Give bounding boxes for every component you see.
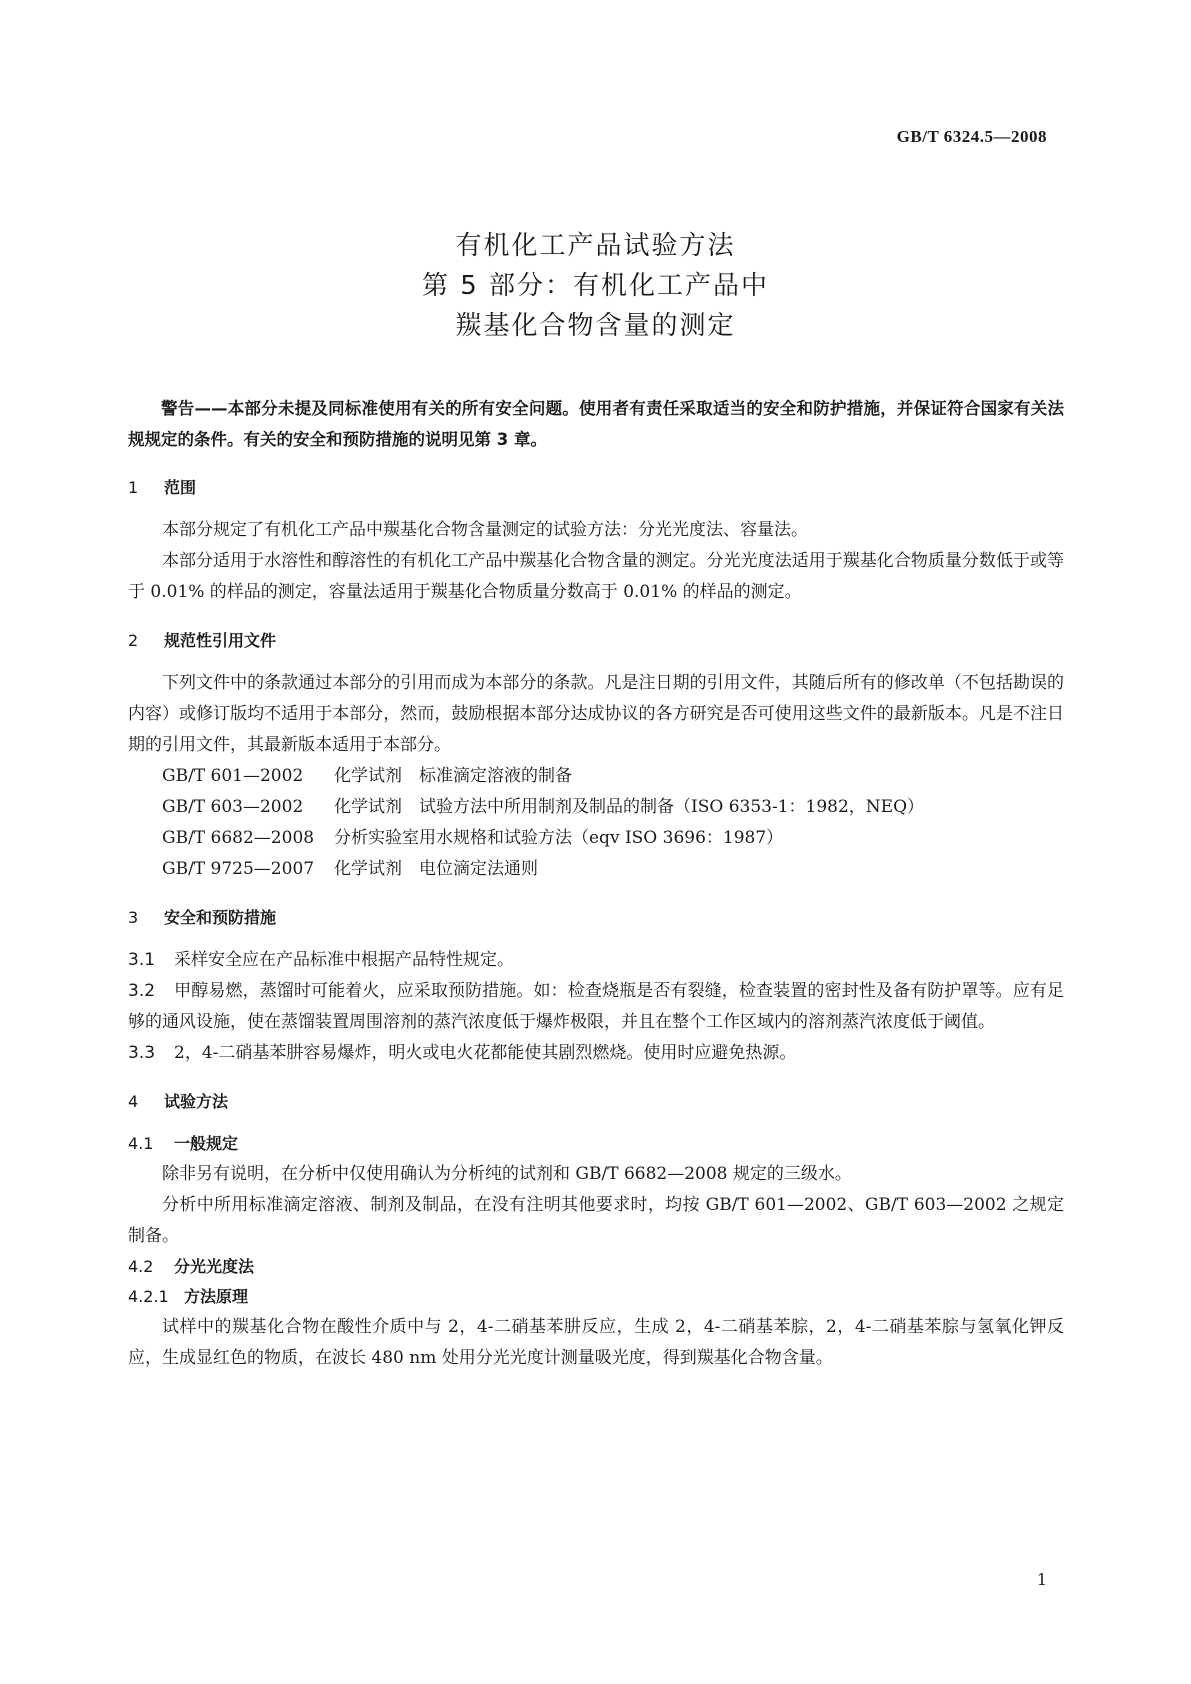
title-line-2: 第 5 部分：有机化工产品中 xyxy=(421,271,770,301)
reference-title: 化学试剂 标准滴定溶液的制备 xyxy=(334,766,572,786)
section-number: 4 xyxy=(128,1092,139,1111)
document-body xyxy=(128,393,1064,1374)
subsection-4-2-1-heading xyxy=(128,1282,1064,1312)
clause-number: 3.2 xyxy=(128,981,156,1001)
clause-text: 采样安全应在产品标准中根据产品特性规定。 xyxy=(174,950,514,970)
paragraph: 本部分适用于水溶性和醇溶性的有机化工产品中羰基化合物含量的测定。分光光度法适用于羰基化合物质量分数低于或等于 0.01% 的样品的测定，容量法适用于羰基化合物质量分数高于 0.01% 的样品的测定。 xyxy=(128,551,1064,602)
clause-number: 3.1 xyxy=(128,950,156,970)
reference-code: GB/T 601—2002 xyxy=(162,766,304,786)
warning-paragraph: 警告——本部分未提及同标准使用有关的所有安全问题。使用者有责任采取适当的安全和防护措施，并保证符合国家有关法规规定的条件。有关的安全和预防措施的说明见第 3 章。 xyxy=(128,399,1064,449)
subsection-number: 4.2 xyxy=(128,1257,154,1276)
subsection-number: 4.1 xyxy=(128,1134,154,1153)
paragraph: 下列文件中的条款通过本部分的引用而成为本部分的条款。凡是注日期的引用文件，其随后所有的修改单（不包括勘误的内容）或修订版均不适用于本部分，然而，鼓励根据本部分达成协议的各方研究是否可使用这些文件的最新版本。凡是不注日期的引用文件，其最新版本适用于本部分。 xyxy=(128,673,1064,755)
document-title xyxy=(0,226,1191,346)
subsection-number: 4.2.1 xyxy=(128,1287,169,1306)
title-line-1: 有机化工产品试验方法 xyxy=(455,231,736,261)
section-1-heading xyxy=(128,475,1064,501)
subsection-title: 一般规定 xyxy=(174,1134,239,1153)
paragraph: 除非另有说明，在分析中仅使用确认为分析纯的试剂和 GB/T 6682—2008 规定的三级水。 xyxy=(162,1164,852,1184)
paragraph: 本部分规定了有机化工产品中羰基化合物含量测定的试验方法：分光光度法、容量法。 xyxy=(162,520,808,540)
section-number: 3 xyxy=(128,908,139,927)
clause-3-2 xyxy=(128,976,1064,1038)
title-line-3: 羰基化合物含量的测定 xyxy=(455,311,736,341)
page-number: 1 xyxy=(1036,1570,1047,1589)
reference-code: GB/T 603—2002 xyxy=(162,797,304,817)
section-title: 安全和预防措施 xyxy=(164,908,277,927)
section-2-heading xyxy=(128,628,1064,654)
clause-3-3 xyxy=(128,1038,1064,1069)
paragraph: 试样中的羰基化合物在酸性介质中与 2，4-二硝基苯肼反应，生成 2，4-二硝基苯腙，2，4-二硝基苯腙与氢氧化钾反应，生成显红色的物质，在波长 480 nm 处用分光光度计测量吸光度，得到羰基化合物含量。 xyxy=(128,1317,1064,1368)
subsection-4-1-heading xyxy=(128,1129,1064,1159)
section-3-heading xyxy=(128,905,1064,931)
reference-code: GB/T 9725—2007 xyxy=(162,859,315,879)
reference-title: 化学试剂 试验方法中所用制剂及制品的制备（ISO 6353-1：1982，NEQ） xyxy=(334,797,925,817)
reference-item xyxy=(128,792,1064,823)
paragraph: 分析中所用标准滴定溶液、制剂及制品，在没有注明其他要求时，均按 GB/T 601—2002、GB/T 603—2002 之规定制备。 xyxy=(128,1195,1064,1246)
normative-references-list xyxy=(128,761,1064,885)
section-number: 2 xyxy=(128,631,139,650)
standard-number: GB/T 6324.5—2008 xyxy=(896,127,1047,146)
reference-title: 分析实验室用水规格和试验方法（eqv ISO 3696：1987） xyxy=(334,828,784,848)
clause-text: 2，4-二硝基苯肼容易爆炸，明火或电火花都能使其剧烈燃烧。使用时应避免热源。 xyxy=(174,1043,797,1063)
reference-title: 化学试剂 电位滴定法通则 xyxy=(334,859,538,879)
subsection-4-2-heading xyxy=(128,1252,1064,1282)
section-title: 试验方法 xyxy=(164,1092,229,1111)
subsection-title: 方法原理 xyxy=(184,1287,249,1306)
reference-item xyxy=(128,823,1064,854)
section-title: 范围 xyxy=(164,478,197,497)
reference-item xyxy=(128,761,1064,792)
clause-text: 甲醇易燃，蒸馏时可能着火，应采取预防措施。如：检查烧瓶是否有裂缝，检查装置的密封性及备有防护罩等。应有足够的通风设施，使在蒸馏装置周围溶剂的蒸汽浓度低于爆炸极限，并且在整个工作区域内的溶剂蒸汽浓度低于阈值。 xyxy=(128,981,1064,1032)
section-4-heading xyxy=(128,1089,1064,1115)
subsection-title: 分光光度法 xyxy=(174,1257,255,1276)
reference-item xyxy=(128,854,1064,885)
clause-3-1 xyxy=(128,945,1064,976)
section-number: 1 xyxy=(128,478,139,497)
section-title: 规范性引用文件 xyxy=(164,631,277,650)
reference-code: GB/T 6682—2008 xyxy=(162,828,315,848)
clause-number: 3.3 xyxy=(128,1043,156,1063)
